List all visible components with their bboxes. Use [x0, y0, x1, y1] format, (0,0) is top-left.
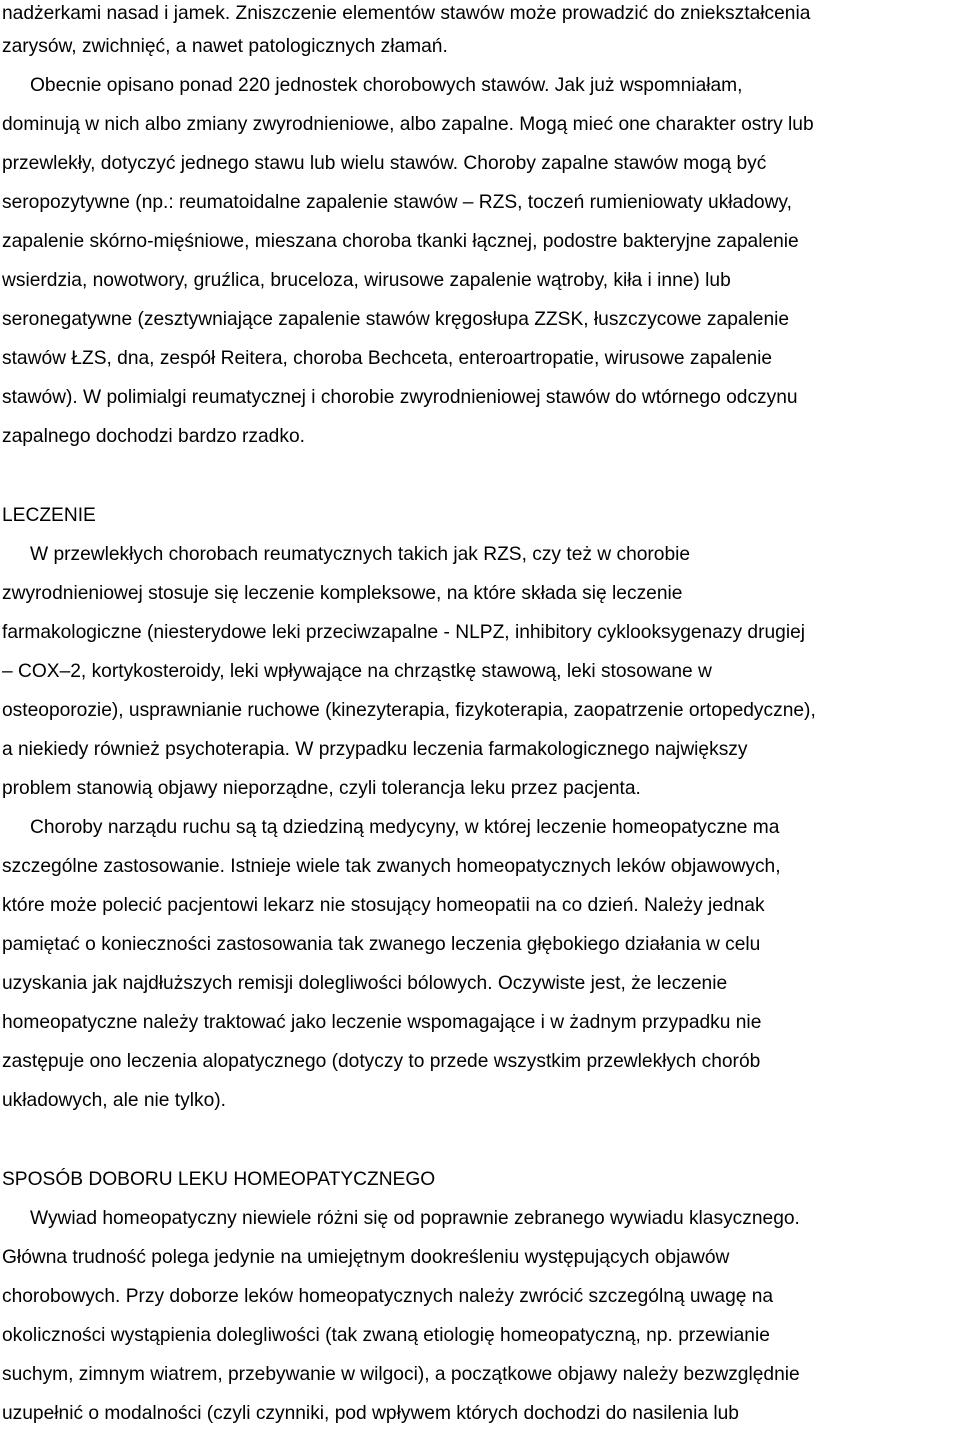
text-line: dominują w nich albo zmiany zwyrodnieniowe, albo zapalne. Mogą mieć one charakter ostry lub — [2, 114, 814, 135]
section-heading-leczenie: LECZENIE — [2, 505, 96, 526]
text-line: Główna trudność polega jedynie na umiejętnym dookreśleniu występujących objawów — [2, 1247, 730, 1268]
text-line: zarysów, zwichnięć, a nawet patologicznych złamań. — [2, 36, 448, 57]
text-line: problem stanowią objawy nieporządne, czyli tolerancja leku przez pacjenta. — [2, 778, 641, 799]
text-line: osteoporozie), usprawnianie ruchowe (kinezyterapia, fizykoterapia, zaopatrzenie ortopedyczne), — [2, 700, 816, 721]
text-line: Wywiad homeopatyczny niewiele różni się od poprawnie zebranego wywiadu klasycznego. — [30, 1208, 800, 1229]
text-line: stawów). W polimialgi reumatycznej i chorobie zwyrodnieniowej stawów do wtórnego odczynu — [2, 387, 798, 408]
text-line: – COX–2, kortykosteroidy, leki wpływające na chrząstkę stawową, leki stosowane w — [2, 661, 712, 682]
text-line: W przewlekłych chorobach reumatycznych takich jak RZS, czy też w chorobie — [30, 544, 691, 565]
text-line: suchym, zimnym wiatrem, przebywanie w wilgoci), a początkowe objawy należy bezwzględnie — [2, 1364, 800, 1385]
text-line: a niekiedy również psychoterapia. W przypadku leczenia farmakologicznego największy — [2, 739, 748, 760]
text-line: wsierdzia, nowotwory, gruźlica, bruceloza, wirusowe zapalenie wątroby, kiła i inne) lub — [2, 270, 731, 291]
text-line: szczególne zastosowanie. Istnieje wiele tak zwanych homeopatycznych leków objawowych, — [2, 856, 781, 877]
text-line: zapalenie skórno-mięśniowe, mieszana choroba tkanki łącznej, podostre bakteryjne zapalenie — [2, 231, 799, 252]
text-line: układowych, ale nie tylko). — [2, 1090, 226, 1111]
text-line: seropozytywne (np.: reumatoidalne zapalenie stawów – RZS, toczeń rumieniowaty układowy, — [2, 192, 792, 213]
text-line: okoliczności wystąpienia dolegliwości (tak zwaną etiologię homeopatyczną, np. przewianie — [2, 1325, 770, 1346]
text-line: zwyrodnieniowej stosuje się leczenie kompleksowe, na które składa się leczenie — [2, 583, 683, 604]
text-line: uzupełnić o modalności (czyli czynniki, pod wpływem których dochodzi do nasilenia lub — [2, 1403, 739, 1424]
text-line: które może polecić pacjentowi lekarz nie stosujący homeopatii na co dzień. Należy jednak — [2, 895, 765, 916]
text-line: zapalnego dochodzi bardzo rzadko. — [2, 426, 305, 447]
text-line: przewlekły, dotyczyć jednego stawu lub wielu stawów. Choroby zapalne stawów mogą być — [2, 153, 767, 174]
text-line: farmakologiczne (niesterydowe leki przeciwzapalne - NLPZ, inhibitory cyklooksygenazy drugiej — [2, 622, 806, 643]
text-line: uzyskania jak najdłuższych remisji dolegliwości bólowych. Oczywiste jest, że leczenie — [2, 973, 728, 994]
text-line: chorobowych. Przy doborze leków homeopatycznych należy zwrócić szczególną uwagę na — [2, 1286, 774, 1307]
text-line: pamiętać o konieczności zastosowania tak zwanego leczenia głębokiego działania w celu — [2, 934, 761, 955]
text-line: stawów ŁZS, dna, zespół Reitera, choroba Bechceta, enteroartropatie, wirusowe zapalenie — [2, 348, 773, 369]
section-heading-sposob: SPOSÓB DOBORU LEKU HOMEOPATYCZNEGO — [2, 1169, 436, 1190]
text-line: Obecnie opisano ponad 220 jednostek chorobowych stawów. Jak już wspomniałam, — [30, 75, 743, 96]
text-line: seronegatywne (zesztywniające zapalenie stawów kręgosłupa ZZSK, łuszczycowe zapalenie — [2, 309, 790, 330]
text-line: Choroby narządu ruchu są tą dziedziną medycyny, w której leczenie homeopatyczne ma — [30, 817, 780, 838]
text-line: homeopatyczne należy traktować jako leczenie wspomagające i w żadnym przypadku nie — [2, 1012, 762, 1033]
text-line: zastępuje ono leczenia alopatycznego (dotyczy to przede wszystkim przewlekłych chorób — [2, 1051, 761, 1072]
text-line: nadżerkami nasad i jamek. Zniszczenie elementów stawów może prowadzić do zniekształcenia — [2, 3, 811, 24]
